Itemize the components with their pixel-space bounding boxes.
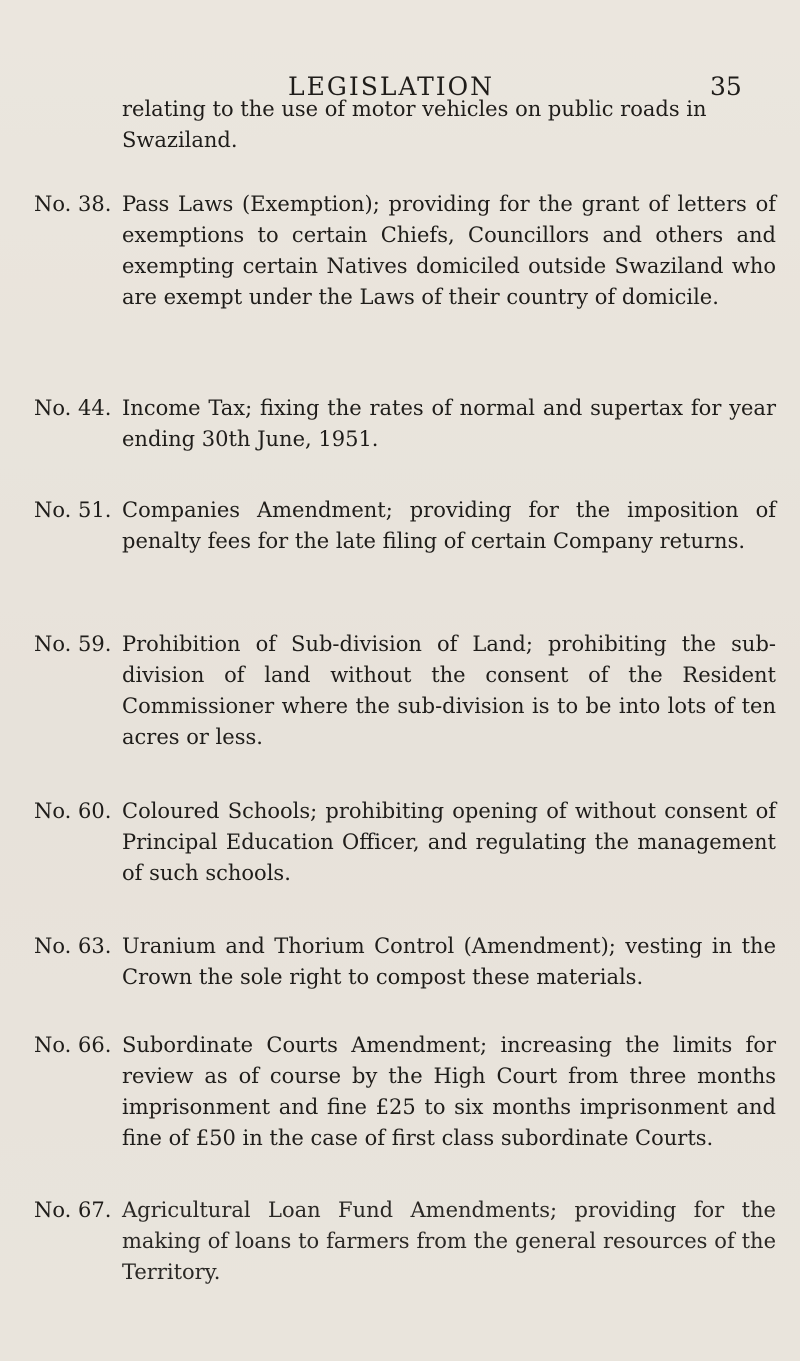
entry-number: No. 51. <box>34 498 112 522</box>
page-number: 35 <box>710 72 742 101</box>
entry-text: Income Tax; fixing the rates of normal and supertax for year ending 30th June, 1951. <box>122 396 776 451</box>
entry-text: Pass Laws (Exemption); providing for the grant of letters of exemptions to certain Chiefs, Councillors and others and exempting certain Natives domiciled outside Swaziland who are exempt under the Laws of their country of domicile. <box>122 192 776 309</box>
entry-text: Coloured Schools; prohibiting opening of without consent of Principal Education Officer, and regulating the management of such schools. <box>122 799 776 885</box>
entry-number: No. 66. <box>34 1033 112 1057</box>
entry-number: No. 44. <box>34 396 112 420</box>
entry-number: No. 63. <box>34 934 112 958</box>
entry-text: Agricultural Loan Fund Amendments; providing for the making of loans to farmers from the general resources of the Territory. <box>122 1198 776 1284</box>
running-head: LEGISLATION <box>288 72 495 101</box>
entry-text: Companies Amendment; providing for the imposition of penalty fees for the late filing of certain Company returns. <box>122 498 776 553</box>
entry-text: relating to the use of motor vehicles on public roads in Swaziland. <box>122 97 707 152</box>
entry-text: Prohibition of Sub-division of Land; prohibiting the sub-division of land without the consent of the Resident Commissioner where the sub-division is to be into lots of ten acres or less. <box>122 632 776 749</box>
entry-number: No. 38. <box>34 192 112 216</box>
entry-text: Uranium and Thorium Control (Amendment); vesting in the Crown the sole right to compost these materials. <box>122 934 776 989</box>
entry-text: Subordinate Courts Amendment; increasing the limits for review as of course by the High Court from three months imprisonment and fine £25 to six months imprisonment and fine of £50 in the case of first class subordinate Courts. <box>122 1033 776 1150</box>
entry-number: No. 60. <box>34 799 112 823</box>
entry-number: No. 59. <box>34 632 112 656</box>
entry-number: No. 67. <box>34 1198 112 1222</box>
